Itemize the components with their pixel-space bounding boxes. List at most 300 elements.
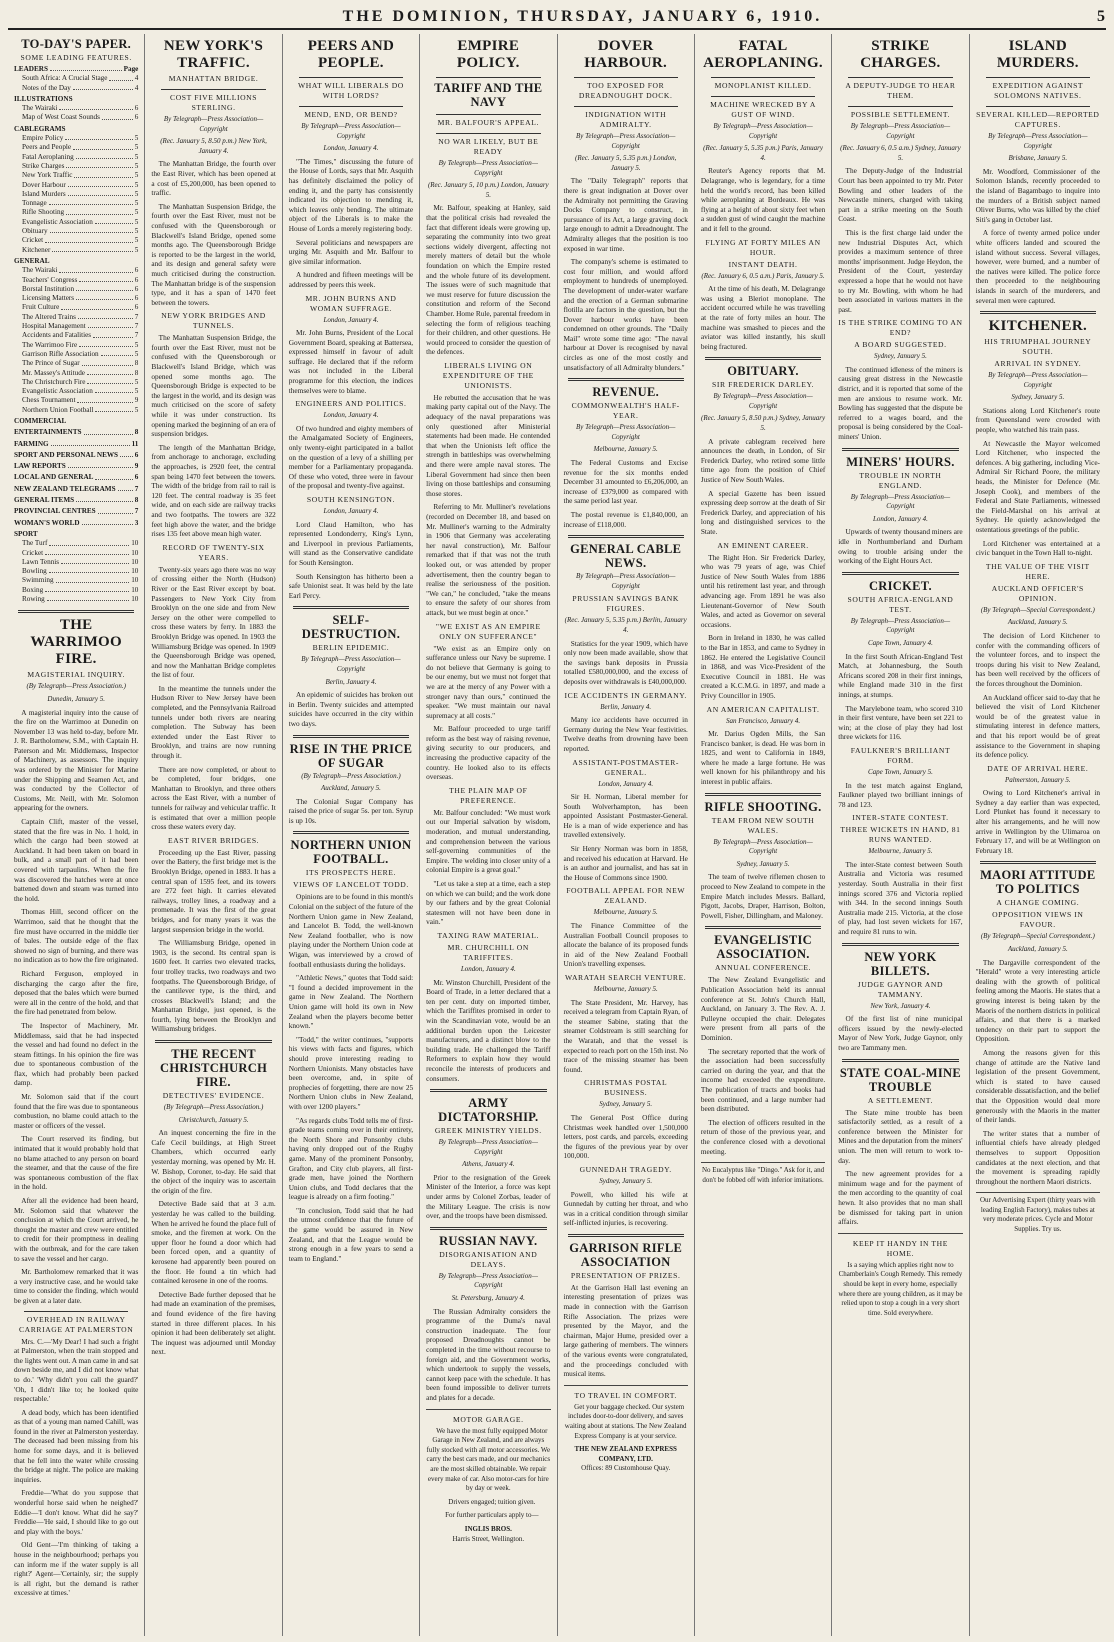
paragraph: The Court reserved its finding, but intimated that it would probably hold that no blame attached to any person on board the steamer, and that the cause of the fire was spontaneous combustion of the flax in the hold. (14, 1134, 139, 1192)
paragraph: The Inspector of Machinery, Mr. Middlemass, said that he had inspected the vessel and had found no defect in the steam fittings. In his opinion the fire was due to spontaneous combustion of the flax, which had probably been packed damp. (14, 1020, 139, 1088)
paragraph: Lord Claud Hamilton, who has represented Londonderry, King's Lynn, and Liverpool in previous Parliaments, will stand as the Conservative candidate for South Kensington. (288, 519, 414, 567)
article-credit: By Telegraph—Press Association—Copyright (438, 159, 538, 177)
section-subheading: FOOTBALL APPEAL FOR NEW ZEALAND. (566, 886, 686, 906)
divider (711, 96, 815, 97)
section-subheading: RECORD OF TWENTY-SIX YEARS. (162, 542, 265, 562)
toc-entry-label: Borstal Institution (22, 284, 75, 293)
article-subheading: SEVERAL KILLED—REPORTED CAPTURES. (976, 110, 1100, 129)
article-subheading: TROUBLE IN NORTH ENGLAND. (859, 470, 942, 490)
article-body (564, 1113, 688, 1161)
advertisement (838, 1233, 962, 1319)
paragraph: The Deputy-Judge of the Industrial Court has been appointed to try Mr. Peter Bowling and other leaders of the Newcastle miners, charged with taking part in a strike meeting on the South Coast. (838, 166, 963, 224)
section-subheading: WARATAH SEARCH VENTURE. (565, 973, 687, 982)
article-dateline: London, January 4. (598, 779, 654, 788)
toc-leader-dots (79, 341, 133, 347)
article-heading: STRIKE CHARGES. (860, 38, 941, 71)
article-heading: OBITUARY. (727, 364, 799, 379)
paragraph: The Manhattan Suspension Bridge, the fourth over the East River, must not be confused with the Queensborough or Blackwell's Island Bridge, which was opened some months ago. The Queensborough Bridge is expected to be the largest in the world, and its design was much criticised on the score of safety while it was under construction. Its opening marked the beginning of an era of suspension bridges. (151, 333, 276, 439)
column-1 (8, 34, 145, 1636)
paragraph: The Dargaville correspondent of the "Herald" wrote a very interesting article dealing with the growth of political feeling among the Maoris. He states that a growing interest is being taken by the Maoris of the northern districts in political affairs, and that there is a marked tendency on their part to support the Opposition. (975, 957, 1100, 1044)
article-body (151, 333, 275, 538)
section-subheading: EAST RIVER BRIDGES. (167, 835, 260, 845)
toc-entry-page: 6 (134, 266, 139, 275)
paragraph: The Finance Committee of the Australian Football Council proposes to allocate the balance of its proposed funds in aid of the New Zealand Football Union's travelling expenses. (563, 921, 688, 969)
toc-entry-label: Map of West Coast Sounds (22, 113, 100, 122)
toc-leader-dots (73, 84, 133, 90)
toc-leader-dots (52, 246, 132, 252)
toc-entry (14, 331, 138, 340)
article-dateline: Cape Town, January 5. (867, 767, 933, 776)
toc-leader-dots (68, 181, 133, 187)
article-heading: ARMY DICTATORSHIP. (438, 1096, 539, 1125)
article-credit: By Telegraph—Press Association—Copyright (988, 132, 1088, 150)
section-subheading: ASSISTANT-POSTMASTER-GENERAL. (572, 757, 680, 777)
divider (986, 106, 1090, 107)
divider (568, 378, 684, 381)
paragraph: A special Gazette has been issued expressing deep sorrow at the death of Sir Frederick Darley, and appreciation of his long and distinguished services to the State. (700, 488, 826, 536)
toc-entry (14, 359, 138, 368)
paragraph: An Auckland officer said to-day that he believed the visit of Lord Kitchener would be of the greatest value in stimulating interest in defence matters, and that his report would be of great assistance to the Government in shaping its defence policy. (975, 692, 1100, 760)
toc-entry (14, 539, 138, 548)
toc-entry-label: Fatal Aeroplaning (22, 152, 74, 161)
story-credit: (By Telegraph—Press Association.) (26, 682, 126, 691)
article-dateline: Sydney, January 5. (599, 1176, 653, 1185)
divider (574, 106, 678, 107)
toc-entry-page: 7 (134, 331, 139, 340)
advertisement (701, 1162, 825, 1185)
article-heading: FATAL AEROPLANING. (703, 38, 823, 71)
paragraph: Old Gent—'I'm thinking of taking a house in the neighbourhood; perhaps you can inform me if the water supply is all right?' Agent—'Certainly, sir; the supply is all right, but the demand is rather excessive at times.' (14, 1540, 139, 1598)
article-dateline: Melbourne, January 5. (593, 908, 658, 917)
article-subheading: MANHATTAN BRIDGE. (168, 74, 259, 83)
toc-entry-page: 5 (134, 217, 139, 226)
article-body (426, 644, 550, 782)
toc-leader-dots (98, 507, 133, 513)
story-heading: THE WARRIMOO FIRE. (30, 617, 122, 668)
toc-entry-label: Island Murders (22, 189, 66, 198)
article-subheading-large: TARIFF AND THE NAVY (434, 81, 543, 109)
toc-leader-dots (68, 462, 133, 468)
article-subheading: GREEK MINISTRY YIELDS. (434, 1126, 542, 1136)
paragraph: Drivers engaged; tuition given. (441, 1497, 536, 1506)
article-heading: GENERAL CABLE NEWS. (570, 542, 682, 571)
story-subheading: MAGISTERIAL INQUIRY. (27, 670, 125, 680)
toc-leader-dots (78, 313, 133, 319)
article-subheading: VIEWS OF LANCELOT TODD. (292, 880, 409, 890)
paragraph: The decision of Lord Kitchener to confer with the commanding officers of the volunteer forces, and to inspect the troops during his visit to New Zealand, has been well received by the officers of the forces throughout the Dominion. (975, 630, 1100, 688)
article-heading: SELF-DESTRUCTION. (301, 613, 401, 642)
article-body (564, 176, 688, 372)
toc-entry-label: PROVINCIAL CENTRES (14, 507, 96, 516)
paragraph: Sir Henry Norman was born in 1858, and received his education at Harvard. He is an author and journalist, and has sat in the House of Commons since 1900. (563, 844, 688, 882)
article-body (289, 797, 413, 826)
article-heading: NEW YORK BILLETS. (864, 949, 937, 978)
toc-entry (14, 153, 138, 162)
ad-name: THE NEW ZEALAND EXPRESS COMPANY, LTD. (574, 1445, 677, 1463)
toc-entry (14, 257, 138, 266)
toc-entry-label: Northern Union Football (22, 405, 94, 414)
toc-entry (14, 387, 138, 396)
toc-entry-page: 9 (134, 462, 139, 471)
paragraph: In the test match against England, Faulkner played two brilliant innings of 78 and 123. (838, 780, 963, 809)
toc-entry (14, 417, 138, 426)
article-body (151, 1128, 275, 1357)
toc-entry (14, 134, 138, 143)
paragraph: An epidemic of suicides has broken out in Berlin. Twenty suicides and attempted suicides have occurred in the city within two days. (288, 690, 414, 728)
toc-entry-label: ILLUSTRATIONS (14, 94, 73, 103)
toc-entry-page: 5 (134, 199, 139, 208)
toc-entry (14, 190, 138, 199)
paragraph: Mr. Winston Churchill, President of the Board of Trade, in a letter declared that a ten per cent. duty on imported timber, which the Tariffites promised in order to win the Scandinavian vote, would be an additional burden upon the Leicester manufacturers, and a distinct blow to the building trade. He challenged the Tariff Reformers to explain how they would reconcile the interests of producers and consumers. (426, 977, 551, 1083)
article-body (289, 892, 413, 1263)
paragraph: The Manhattan Bridge, the fourth over the East River, which has been opened at a cost of £5,200,000, has been opened to traffic. (151, 159, 276, 198)
toc-leader-dots (82, 519, 133, 525)
section-subheading: THE PLAIN MAP OF PREFERENCE. (449, 785, 528, 805)
paragraph: "We exist as an Empire only on sufferance unless our Navy be supreme. I do not believe that Germany is going to be our enemy, but we must not forget that we are at the mercy of any Power with a stronger navy than ours," continued the speaker. "We must maintain our naval supremacy at all costs." (426, 643, 551, 720)
article-body (701, 975, 825, 1156)
toc-leader-dots (50, 65, 122, 71)
divider (293, 831, 409, 834)
toc-entry (14, 285, 138, 294)
paragraph: A dead body, which has been identified as that of a young man named Cahill, was found in the river at Palmerston yesterday. The deceased had been missing from his home for some days, and it is believed that he fell into the water while crossing the bridge at night. The police are making inquiries. (14, 1407, 139, 1484)
toc-entry (14, 246, 138, 255)
toc-entry (14, 496, 138, 505)
toc-entry-label: New York Traffic (22, 171, 73, 180)
section-subheading: INSTANT DEATH. (728, 259, 798, 269)
paragraph: For further particulars apply to— (438, 1511, 539, 1520)
article-credit: By Telegraph—Press Association—Copyright (850, 492, 951, 511)
section-subheading: FAULKNER'S BRILLIANT FORM. (850, 745, 951, 765)
toc-leader-dots (49, 567, 129, 573)
section-subheading: "WE EXIST AS AN EMPIRE ONLY ON SUFFERANCE" (435, 621, 541, 641)
paragraph: The team of twelve riflemen chosen to proceed to New Zealand to compete in the Empire Match includes Messrs. Ballard, Pigott, Jacobs, Draper, Harrison, Bolton, Powell, Fisher, Dillingham, and Maloney. (700, 872, 826, 920)
toc-entry-label: SPORT (14, 529, 38, 538)
toc-leader-dots (56, 576, 130, 582)
article-credit: By Telegraph—Press Association—Copyright (576, 132, 676, 150)
toc-entry-label: Bowling (22, 567, 47, 576)
paragraph: After all the evidence had been heard, Mr. Solomon said that whatever the conclusion at which the Court arrived, he thought the master and crew were entitled to credit for their promptness in dealing with the outbreak, and for the care taken to save the vessel and her cargo. (14, 1196, 139, 1263)
divider (18, 610, 134, 613)
ad-name: INGLIS BROS. (464, 1524, 512, 1533)
divider (705, 793, 821, 796)
article-dateline: Berlin, January 4. (600, 702, 652, 711)
paragraph: The length of the Manhattan Bridge, from anchorage to anchorage, excluding the approaches, is 2920 feet, the central span being 1470 feet between the towers. The width of the bridge from rail to rail is 120 feet. The central roadway is 35 feet wide, and on each side are railway tracks and two footpaths. The towers are 322 feet high above the water, and the bridge rises 135 feet above mean high water. (151, 442, 276, 539)
toc-entry-label: Fruit Culture (22, 303, 60, 312)
paragraph: Powell, who killed his wife at Gunnedah by cutting her throat, and who was in a critical condition through similar self-inflicted injuries, is recovering. (563, 1189, 688, 1228)
toc-entry-label: Swimming (22, 576, 54, 585)
toc-leader-dots (76, 496, 133, 502)
toc-entry-page: 5 (134, 236, 139, 245)
article-dateline: (Rec. January 5, 8.50 p.m.) New York, January 4. (160, 137, 267, 155)
toc-leader-dots (88, 322, 133, 328)
paragraph: Statistics for the year 1909, which have only now been made available, show that the savings bank deposits in Prussia totalled £580,000,000, and the excess of deposits over withdrawals is £40,000,000. (563, 638, 688, 686)
article-body (838, 166, 962, 314)
toc-entry (14, 586, 138, 595)
toc-entry-label: The Christchurch Fire (22, 377, 86, 386)
toc-entry-label: LEADERS (14, 65, 48, 73)
article-body (701, 729, 825, 787)
story2-body (14, 1337, 138, 1598)
toc-leader-dots (82, 359, 133, 365)
toc-entry-page: 6 (134, 104, 139, 113)
toc-entry (14, 369, 138, 378)
paragraph: The Colonial Sugar Company has raised the price of sugar 5s. per ton. Syrup is up 10s. (288, 796, 414, 825)
toc-entry (14, 507, 138, 516)
toc-leader-dots (59, 266, 132, 272)
divider (705, 357, 821, 360)
paragraph: Freddie—'What do you suppose that wonderful horse said when he neighed?' Eddie—'I don't know. What did he say?' Freddie—'He said, I should like to go out and play with the boys.' (14, 1488, 139, 1536)
toc-leader-dots (47, 595, 129, 601)
paragraph: The "Daily Telegraph" reports that there is great indignation at Dover over the Admiralty not permitting the Graving Docks Company to construct, in pursuance of its Act, a large graving dock large enough to admit a Dreadnought. The Admiralty alleges that the position is too exposed in war time. (563, 176, 688, 253)
article-subheading: DISORGANISATION AND DELAYS. (439, 1249, 538, 1269)
paragraph: The State mine trouble has been satisfactorily settled, as a result of a conference between the Minister for Mines and the deputation from the miners' union. The men will return to work to-day. (838, 1107, 963, 1165)
paragraph: Among the reasons given for this change of attitude are the Native land legislation of the present Government, which is stated to have caused considerable dissatisfaction, and the belief that the Opposition would deal more generously with the Maoris in the matter of their lands. (975, 1047, 1100, 1125)
toc-entry (14, 406, 138, 415)
divider (299, 77, 403, 78)
article-dateline: Sydney, January 5. (1011, 393, 1065, 402)
toc-entry-label: Empire Policy (22, 134, 64, 143)
toc-entry-label: GENERAL (14, 256, 50, 265)
paragraph: Mr. Woodford, Commissioner of the Solomon Islands, recently proceeded to the island of Bagambago to inquire into the murders of a British subject named Oliver Burns, who was killed by the chief Siti's gang in October last. (975, 166, 1100, 224)
article-heading: MINERS' HOURS. (846, 454, 955, 469)
paragraph: The State President, Mr. Harvey, has received a telegram from Captain Ryan, of the steamer Sabine, stating that the steamer Coldstream is still searching for the Waratah, and that the vessel is expected to reach port on the 15th inst. No trace of the missing steamer has been found. (563, 997, 688, 1074)
article-body (426, 808, 550, 927)
toc-entry-page: 6 (134, 303, 139, 312)
toc-entry-page: Page (123, 65, 139, 73)
toc-entry (14, 162, 138, 171)
article-credit: By Telegraph—Press Association—Copyright (576, 423, 676, 441)
toc-entry-label: Notes of the Day (22, 83, 71, 92)
toc-entry-label: COMMERCIAL (14, 416, 67, 425)
toc-entry-label: Licensing Matters (22, 294, 75, 303)
divider (980, 861, 1096, 864)
toc-entry-page: 5 (134, 387, 139, 396)
article-body (426, 978, 550, 1084)
ad-body: Is a saying which applies right now to Chamberlain's Cough Remedy. This remedy should be kept in every home, especially where there are young children, as it may be relied upon to stop a cough in a very short time. Sold everywhere. (838, 1260, 963, 1317)
section-subheading: IS THE STRIKE COMING TO AN END? (838, 318, 963, 338)
toc-entry (14, 485, 138, 494)
article-body (564, 1283, 688, 1379)
toc-entry-page: 5 (134, 208, 139, 217)
paragraph: Mr. Balfour proceeded to urge tariff reform as the best way of raising revenue, giving security to our producers, and increasing the productive capacity of the country. He looked also to its effects overseas. (426, 724, 551, 782)
paragraph: Many ice accidents have occurred in Germany during the New Year festivities. Twelve deaths from drowning have been reported. (563, 715, 688, 753)
paragraph: "Todd," the writer continues, "supports his views with facts and figures, which should prove interesting reading to Northern Unionists. Many obstacles have been overcome, and, in spite of prophecies of forgetting, there are now 25 Northern Union clubs in New Zealand, with over 1200 players." (288, 1034, 414, 1111)
section-subheading: A BOARD SUGGESTED. (854, 340, 947, 350)
article-subheading: DETECTIVES' EVIDENCE. (162, 1091, 265, 1101)
article-dateline: (Rec. January 6, 0.5 a.m.) Sydney, January 5. (840, 144, 961, 162)
article-credit: By Telegraph—Press Association—Copyright (850, 616, 951, 635)
section-subheading: FLYING AT FORTY MILES AN HOUR. (705, 237, 821, 257)
toc-entry-page: 10 (131, 595, 139, 604)
toc-entry-label: Garrison Rifle Association (22, 349, 99, 358)
article-credit: By Telegraph—Press Association—Copyright (576, 572, 676, 590)
toc-entry-label: Kitchener (22, 245, 51, 254)
paragraph: Mr. Balfour concluded: "We must work out our Imperial salvation by wisdom, moderation, and mutual understanding, and comprehension between the various self-governing communities of the Empire. The welding into closer unity of a colonial Empire is a great goal." (426, 807, 551, 875)
article-heading: GARRISON RIFLE ASSOCIATION (569, 1240, 683, 1269)
toc-leader-dots (95, 473, 132, 479)
toc-entry (14, 74, 138, 83)
toc-entry (14, 65, 138, 74)
divider (430, 1089, 546, 1092)
toc-entry (14, 95, 138, 104)
toc-entry-label: WOMAN'S WORLD (14, 518, 80, 527)
paragraph: Prior to the resignation of the Greek Minister of the Interior, a force was kept under arms by Colonel Zorbas, leader of the Military League. The crisis is now over, and the troops have been dismissed. (426, 1172, 551, 1221)
toc-entry-label: SPORT AND PERSONAL NEWS (14, 450, 119, 459)
article-dateline: London, January 4. (873, 514, 928, 523)
paragraph: Several politicians and newspapers are urging Mr. Asquith and Mr. Balfour to give similar information. (288, 237, 414, 266)
article-subheading: BERLIN EPIDEMIC. (312, 643, 390, 653)
toc-entry-label: The Wairaki (22, 104, 58, 113)
toc-heading: TO-DAY'S PAPER. (21, 37, 132, 51)
toc-entry-page: 7 (134, 322, 139, 331)
toc-entry-page: 8 (134, 496, 139, 505)
toc-entry-label: Cricket (22, 236, 44, 245)
toc-entry-page: 6 (134, 450, 139, 459)
article-body (289, 157, 413, 290)
article-body (838, 860, 962, 937)
article-body (838, 1108, 962, 1227)
article-dateline: Sydney, January 5. (599, 1100, 653, 1109)
toc-entry (14, 378, 138, 387)
article-body (426, 203, 550, 357)
article-heading: STATE COAL-MINE TROUBLE (839, 1065, 961, 1094)
article-heading: RUSSIAN NAVY. (439, 1233, 538, 1248)
column-8 (970, 34, 1106, 1636)
toc-entry-label: FARMING (14, 439, 49, 448)
article-dateline: (Rec. January 5, 5.35 p.m.) Berlin, January 4. (564, 616, 687, 634)
toc-entry-page: 7 (134, 507, 139, 516)
paragraph: Sir H. Norman, Liberal member for South Wolverhampton, has been appointed Assistant Postmaster-General. He is a man of wide experience and has travelled extensively. (563, 792, 688, 840)
paragraph: In the meantime the tunnels under the Hudson River to New Jersey have been completed, and the Pennsylvania Railroad tunnels under both rivers are nearing completion. The Subway has been extended under the East River to Brooklyn, and trains are now running through it. (151, 683, 276, 761)
toc-entry-label: GENERAL ITEMS (14, 496, 75, 505)
advertisement (426, 1409, 550, 1545)
toc-entry (14, 451, 138, 460)
newspaper-title: THE DOMINION, THURSDAY, JANUARY 6, 1910. (342, 8, 823, 25)
article-heading: REVENUE. (592, 385, 660, 400)
article-credit: By Telegraph—Press Association—Copyright (713, 837, 813, 856)
toc-entry-page: 5 (134, 189, 139, 198)
toc-entry (14, 84, 138, 93)
toc-entry-page: 6 (134, 473, 139, 482)
toc-leader-dots (120, 451, 133, 457)
toc-leader-dots (45, 549, 129, 555)
toc-leader-dots (73, 143, 133, 149)
article-body (701, 553, 825, 701)
column-5 (558, 34, 695, 1636)
toc-entry (14, 294, 138, 303)
toc-entry-page: 5 (134, 227, 139, 236)
toc-leader-dots (118, 485, 133, 491)
article-body (564, 639, 688, 687)
article-subheading: JUDGE GAYNOR AND TAMMANY. (857, 979, 944, 999)
article-heading: CRICKET. (868, 578, 932, 593)
toc-entry-label: CABLEGRAMS (14, 124, 66, 133)
toc-entry-page: 7 (134, 484, 139, 493)
section-subheading: GUNNEDAH TRAGEDY. (579, 1164, 672, 1174)
toc-entry-label: LOCAL AND GENERAL (14, 473, 94, 482)
article-dateline: London, January 4. (323, 411, 379, 420)
toc-entry (14, 143, 138, 152)
toc-entry-label: LAW REPORTS (14, 462, 66, 471)
article-body (701, 284, 825, 351)
paragraph: He rebutted the accusation that he was making party capital out of the Navy. The adequacy of the naval preparations was only questioned after Ministerial statements had been made. He contended that when the Unionists left office the strength in battleships was overwhelming and there were ample naval stores. The Liberal Government had since then been living on those battleships and consuming those stores. (426, 392, 551, 498)
paragraph: The Manhattan Suspension Bridge, the fourth over the East River, must not be confused with the Queensborough or Blackwell's Island Bridge, opened some months ago. The Queensborough Bridge is reported to be the largest in the world, and its design and general safety were much criticised during the construction. The Manhattan bridge is of the suspension type, and it has a span of 1470 feet between the towers. (151, 201, 276, 307)
divider (574, 77, 678, 78)
toc-entry-page: 7 (134, 312, 139, 321)
advertisement (564, 1385, 688, 1474)
article-dateline: (Rec. January 5, 8.50 p.m.) Sydney, January 5. (701, 414, 826, 433)
toc-entry-label: Accidents and Fatalities (22, 331, 92, 340)
article-heading: THE RECENT CHRISTCHURCH FIRE. (160, 1047, 268, 1090)
toc-entry-label: Boxing (22, 585, 44, 594)
toc-entry-page: 5 (134, 349, 139, 358)
paragraph: There are now completed, or about to be completed, four bridges, one Manhattan to Brooklyn, and three others across the East River, with a number of tunnels for railway and vehicular traffic. It is estimated that over a million people cross these waters every day. (151, 764, 276, 832)
section-subheading: TAXING RAW MATERIAL. (437, 930, 540, 940)
toc-entry-page: 4 (134, 83, 139, 92)
paragraph: "Let us take a step at a time, each a step on which we can build; and the work done by our fathers and by the great Colonial statesmen will not have been done in vain." (426, 879, 551, 927)
toc-leader-dots (87, 378, 132, 384)
paragraph: Thomas Hill, second officer on the Warrimoo, said that he thought that the fire must have occurred in the middle tier of bales. The outside edge of the flax showed no sign of burning, and there was no indication as to how the fire originated. (14, 907, 139, 965)
article-dateline: Sydney, January 5. (736, 859, 790, 868)
toc-leader-dots (74, 171, 132, 177)
toc-entry (14, 396, 138, 405)
toc-entry (14, 567, 138, 576)
paragraph: The Williamsburg Bridge, opened in 1903, is the second. Its central span is 1600 feet. It carries two elevated tracks, four trolley tracks, two roadways and two footpaths. The Queensborough Bridge, of the cantilever type, is the third, and crosses Blackwell's Island; and the Manhattan Bridge, just opened, is the fourth, lying between the Brooklyn and Williamsburg bridges. (151, 938, 276, 1034)
article-body (838, 527, 962, 565)
article-dateline: Melbourne, January 5. (593, 985, 658, 993)
article-body (564, 921, 688, 969)
paragraph: The continued idleness of the miners is causing great distress in the Newcastle district, and it is reported that some of the men are anxious to resume work. Mr. Bowling has suggested that the dispute be referred to a wages board, and the proposal is being considered by the Coal-miners' Union. (838, 364, 963, 442)
paragraph: At Newcastle the Mayor welcomed Lord Kitchener, who inspected the defences. A big gathering, including Vice-Admiral Sir Richard Poore, the military heads, the Minister for Defence (Mr. Joseph Cook), and members of the Federal and State Parliaments, witnessed the Field-Marshal on his arrival at Sydney. He quietly acknowledged the ostentatious greetings of the public. (975, 438, 1100, 534)
paragraph: The new agreement provides for a minimum wage and for the payment of the men according to the quantity of coal hewn. It also provides that no man shall be dismissed for taking part in union affairs. (838, 1169, 963, 1227)
column-3 (283, 34, 420, 1636)
toc-entry-page: 5 (134, 161, 139, 170)
masthead (8, 6, 1106, 30)
article-heading: RIFLE SHOOTING. (704, 799, 822, 814)
section-subheading: AN AMERICAN CAPITALIST. (706, 704, 820, 714)
article-subheading: ITS PROSPECTS HERE. (305, 868, 396, 878)
article-dateline: San Francisco, January 4. (726, 716, 801, 725)
article-subheading: POSSIBLE SETTLEMENT. (850, 110, 951, 119)
divider (299, 106, 403, 107)
ad-body: Our Advertising Expert (thirty years with leading English Factory), makes tubes at very moderate prices. Cycle and Motor Supplies. Try us. (979, 1196, 1096, 1234)
toc-entry (14, 227, 138, 236)
paragraph: This is the first charge laid under the new Industrial Disputes Act, which provides a maximum sentence of three months' imprisonment. Judge Heydon, the President of the Court, yesterday expressed a hope that he would not have to try Mr. Bowling, with whom he had been associated in various matters in the past. (838, 227, 963, 314)
article-heading: EMPIRE POLICY. (456, 38, 520, 71)
toc-entry-page: 10 (131, 539, 139, 548)
article-subheading: TOO EXPOSED FOR DREADNOUGHT DOCK. (578, 81, 673, 100)
paragraph: Detective Bade further deposed that he had made an examination of the premises, and found evidence of the fire having started in three different places. In his opinion it had been deliberately set alight. The inquest was adjourned until Monday next. (151, 1289, 276, 1357)
column-2 (145, 34, 282, 1636)
toc-entry-page: 5 (134, 405, 139, 414)
paragraph: The secretary reported that the work of the association had been successfully carried on during the year, and that the income had exceeded the expenditure. The publication of tracts and books had been continued, and a large number had been distributed. (700, 1046, 826, 1114)
article-subheading: COST FIVE MILLIONS STERLING. (170, 93, 258, 112)
ad-body: No Eucalyptus like "Dingo." Ask for it, and don't be fobbed off with inferior imitations. (701, 1166, 825, 1184)
article-credit: By Telegraph—Press Association—Copyright (301, 655, 401, 673)
article-body (426, 1307, 550, 1403)
divider (842, 943, 958, 946)
column-6 (695, 34, 832, 1636)
toc-entry-label: The Altered Trains (22, 312, 76, 321)
toc-entry-label: South Africa: A Crucial Stage (22, 74, 108, 83)
article-body (289, 328, 413, 395)
toc-entry (14, 558, 138, 567)
article-subheading: WHAT WILL LIBERALS DO WITH LORDS? (297, 81, 404, 100)
toc-entry (14, 113, 138, 122)
divider (436, 77, 540, 78)
toc-leader-dots (95, 218, 133, 224)
article-body (838, 652, 962, 742)
